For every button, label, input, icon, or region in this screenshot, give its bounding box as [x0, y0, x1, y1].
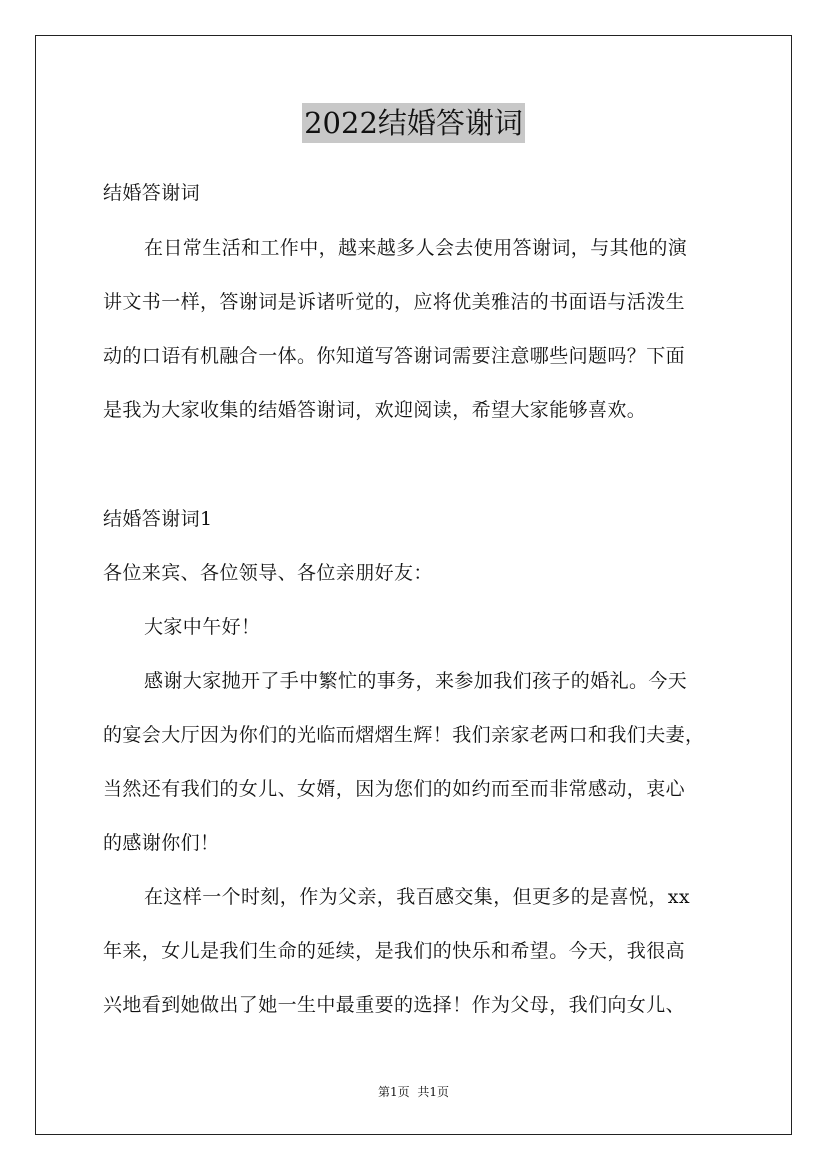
paragraph-line: 是我为大家收集的结婚答谢词，欢迎阅读，希望大家能够喜欢。: [103, 399, 647, 421]
page-number: 第1页: [378, 1085, 410, 1099]
paragraph-line: 的宴会大厅因为你们的光临而熠熠生辉！我们亲家老两口和我们夫妻，: [103, 724, 705, 746]
title-wrap: [0, 103, 827, 143]
paragraph-line: 兴地看到她做出了她一生中最重要的选择！作为父母，我们向女儿、: [103, 994, 686, 1016]
paragraph-line: 的感谢你们！: [103, 832, 220, 854]
paragraph-line: 在日常生活和工作中，越来越多人会去使用答谢词，与其他的演: [144, 237, 688, 259]
paragraph-line: 年来，女儿是我们生命的延续，是我们的快乐和希望。今天，我很高: [103, 940, 686, 962]
paragraph-line: 讲文书一样，答谢词是诉诸听觉的，应将优美雅洁的书面语与活泼生: [103, 291, 686, 313]
page-total: 共1页: [417, 1085, 449, 1099]
paragraph-line: 感谢大家抛开了手中繁忙的事务，来参加我们孩子的婚礼。今天: [144, 670, 688, 692]
document-title: 2022结婚答谢词: [302, 103, 525, 143]
paragraph-line: 当然还有我们的女儿、女婿，因为您们的如约而至而非常感动，衷心: [103, 778, 686, 800]
greeting-line: 大家中午好！: [144, 616, 261, 638]
page-footer: [0, 1084, 827, 1100]
paragraph-line: 动的口语有机融合一体。你知道写答谢词需要注意哪些问题吗？下面: [103, 345, 686, 367]
salutation-line: 各位来宾、各位领导、各位亲朋好友：: [103, 562, 433, 584]
paragraph-line: 在这样一个时刻，作为父亲，我百感交集，但更多的是喜悦，xx: [144, 886, 691, 908]
section-heading: 结婚答谢词1: [103, 508, 213, 530]
section-heading: 结婚答谢词: [103, 182, 201, 204]
